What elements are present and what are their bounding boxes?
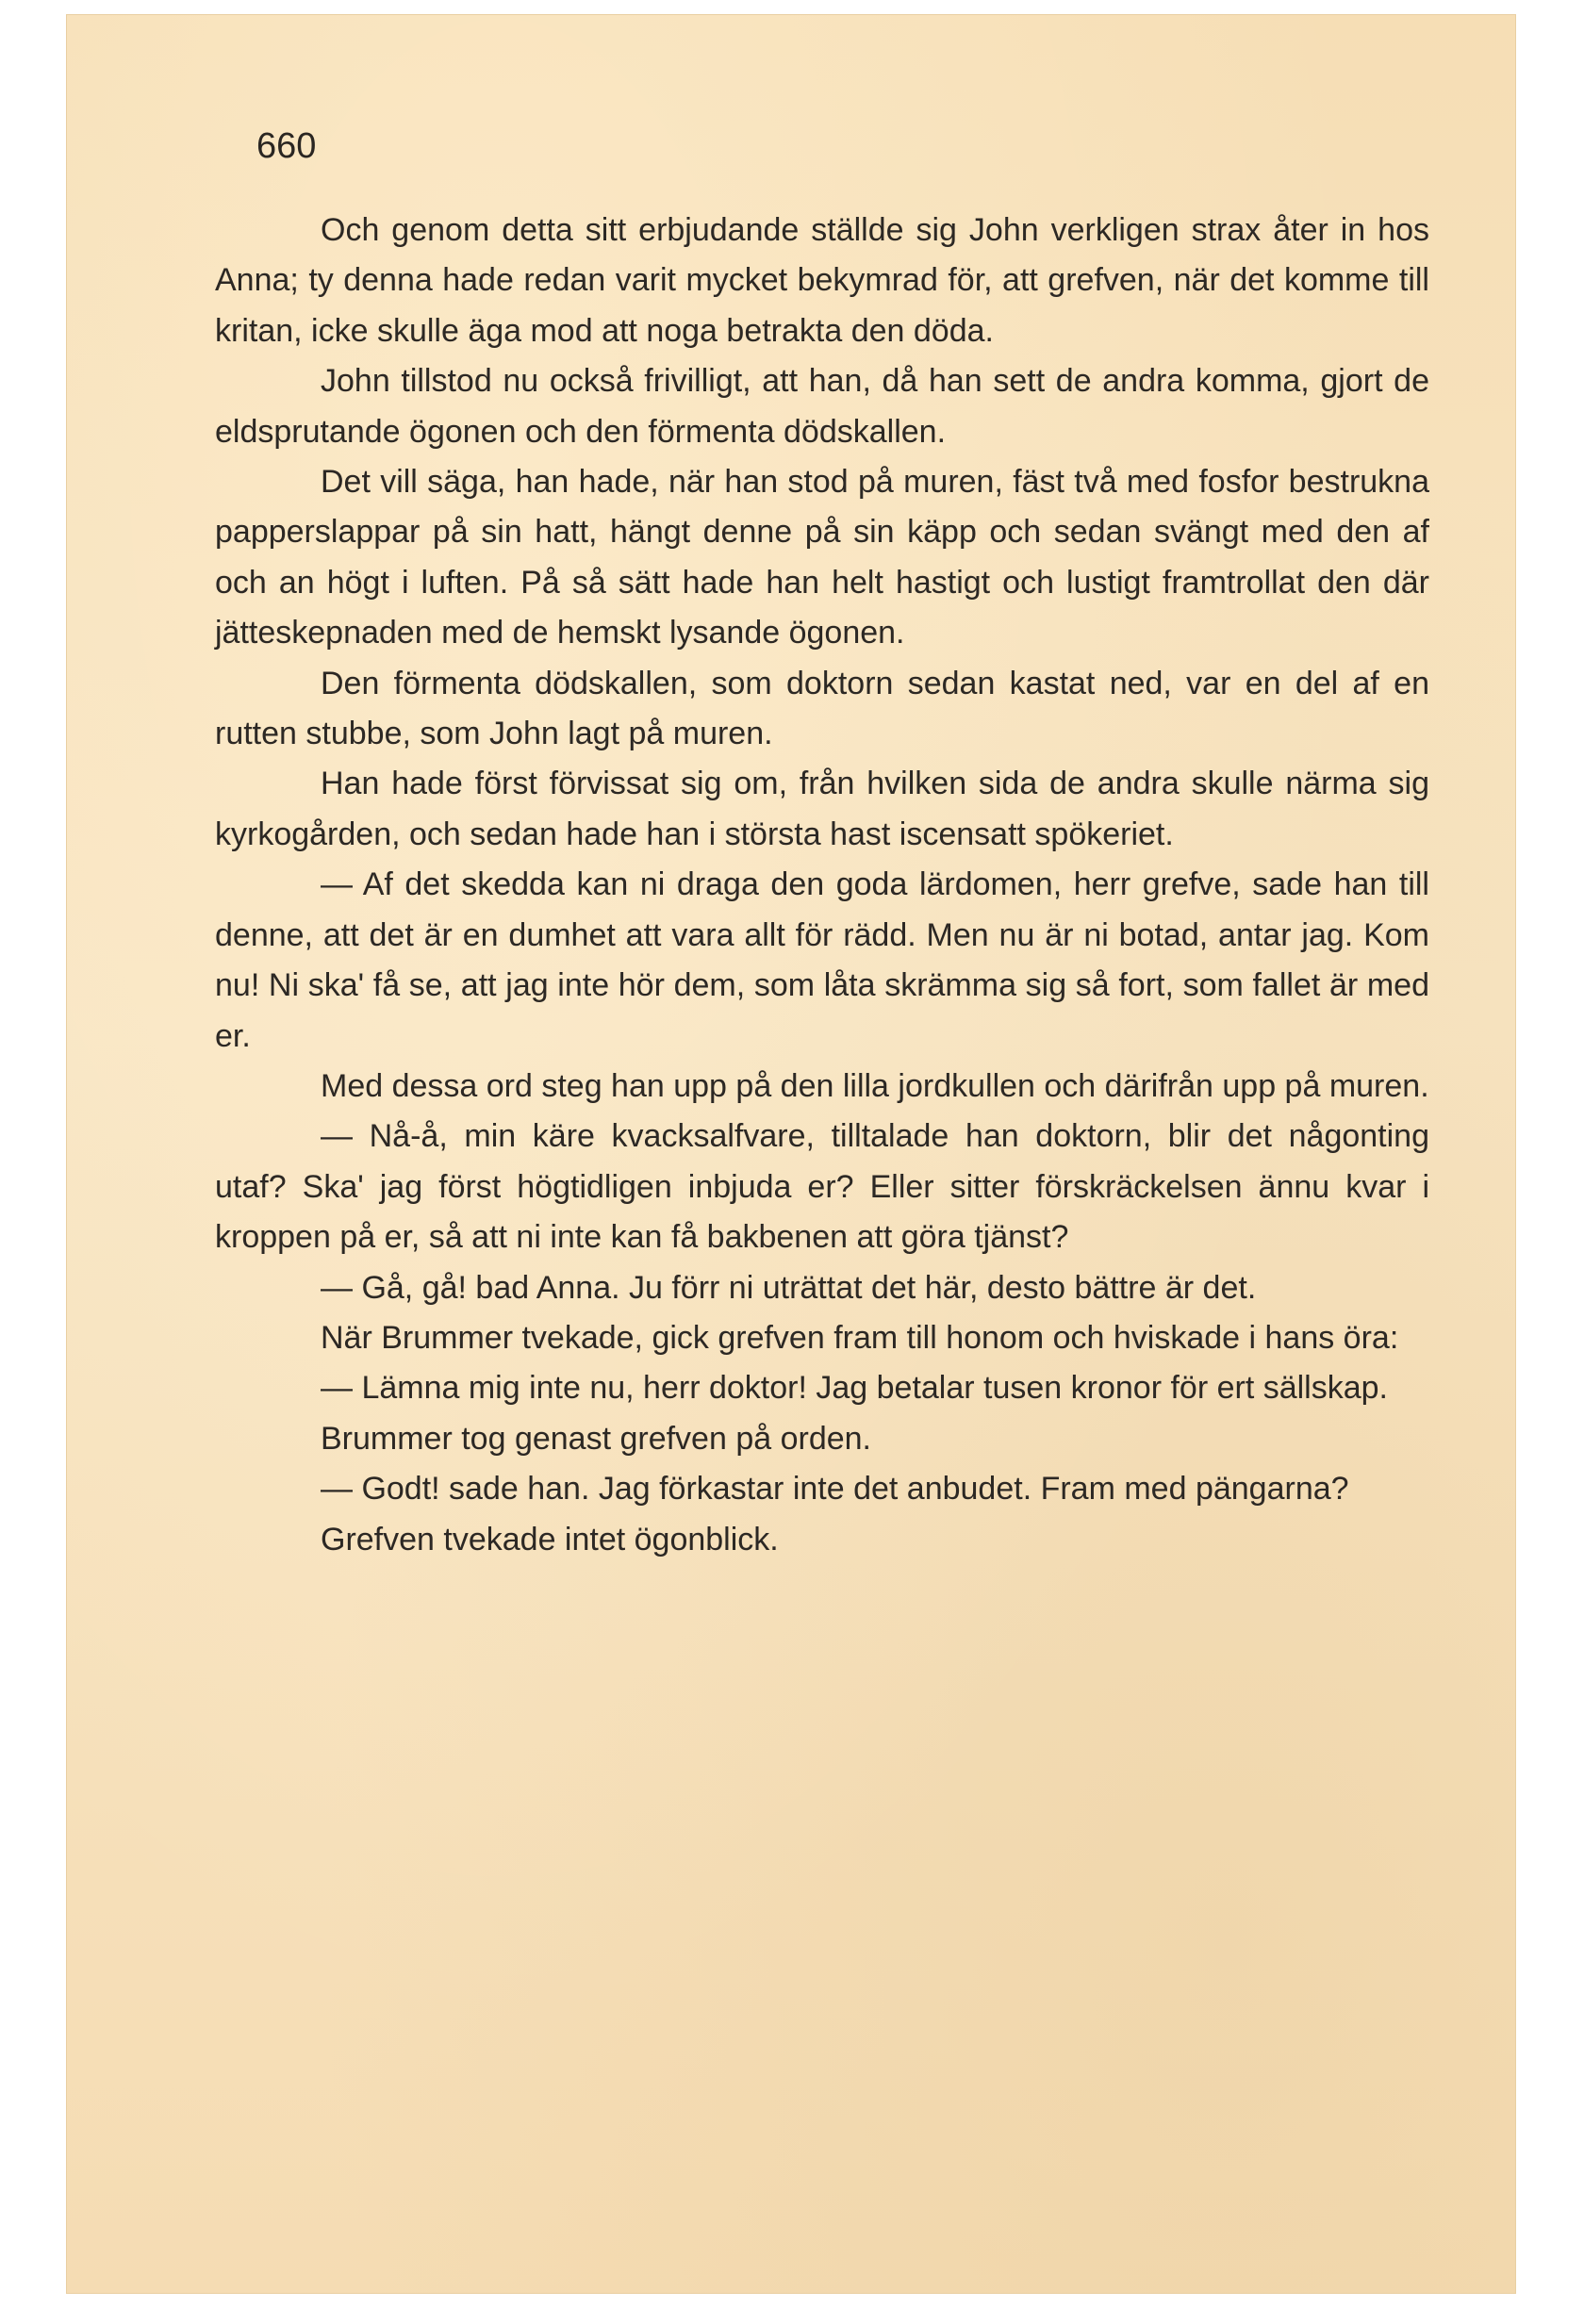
paragraph: Han hade först förvissat sig om, från hvilken sida de andra skulle närma sig kyrkogården, och sedan hade han i största hast iscensatt spökeriet. (215, 766, 1429, 852)
paragraph: När Brummer tvekade, gick grefven fram till honom och hviskade i hans öra: (321, 1319, 1399, 1356)
paragraph: — Godt! sade han. Jag förkastar inte det anbudet. Fram med pängarna? (321, 1471, 1349, 1508)
body-text (215, 206, 1429, 1565)
paragraph: — Gå, gå! bad Anna. Ju förr ni uträttat det här, desto bättre är det. (321, 1269, 1257, 1306)
paragraph: Med dessa ord steg han upp på den lilla jordkullen och därifrån upp på muren. (321, 1067, 1429, 1104)
paragraph: Brummer tog genast grefven på orden. (321, 1420, 871, 1457)
paragraph: Den förmenta dödskallen, som doktorn sedan kastat ned, var en del af en rutten stubbe, som John lagt på muren. (215, 665, 1429, 752)
paragraph: — Lämna mig inte nu, herr doktor! Jag betalar tusen kronor för ert sällskap. (321, 1370, 1388, 1407)
paragraph: — Nå-å, min käre kvacksalfvare, tilltalade han doktorn, blir det någonting utaf? Ska' jag först högtidligen inbjuda er? Eller sitter förskräckelsen ännu kvar i kroppen på er, så att ni inte kan få bakbenen att göra tjänst? (215, 1118, 1429, 1256)
page-number: 660 (256, 126, 317, 166)
paragraph: — Af det skedda kan ni draga den goda lärdomen, herr grefve, sade han till denne, att det är en dumhet att vara allt för rädd. Men nu är ni botad, antar jag. Kom nu! Ni ska' få se, att jag inte hör dem, som låta skrämma sig så fort, som fallet är med er. (215, 866, 1429, 1054)
paragraph: Det vill säga, han hade, när han stod på muren, fäst två med fosfor bestrukna papperslappar på sin hatt, hängt denne på sin käpp och sedan svängt med den af och an högt i luften. På så sätt hade han helt hastigt och lustigt framtrollat den där jätteskepnaden med de hemskt lysande ögonen. (215, 464, 1429, 651)
paragraph: John tillstod nu också frivilligt, att han, då han sett de andra komma, gjort de eldsprutande ögonen och den förmenta dödskallen. (215, 363, 1429, 450)
paragraph: Och genom detta sitt erbjudande ställde sig John verkligen strax åter in hos Anna; ty denna hade redan varit mycket bekymrad för, att grefven, när det komme till kritan, icke skulle äga mod att noga betrakta den döda. (215, 212, 1429, 349)
paragraph: Grefven tvekade intet ögonblick. (321, 1521, 779, 1558)
